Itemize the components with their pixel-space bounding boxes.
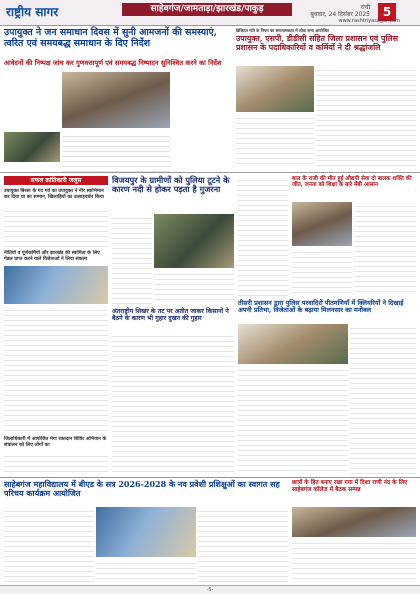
lead-photo <box>62 72 170 128</box>
date-line <box>300 4 370 18</box>
bottom-headline: साहेबगंज महाविद्यालय में बीएड के सत्र 2026-2028 के नव प्रवेशी प्रशिक्षुओं का स्वागत सह परिचय कार्यक्रम आयोजित <box>4 479 280 499</box>
lead-subhead: आवेदनों की निष्पक्ष जांच कर गुणवत्तापूर्ण एवं समयबद्ध निष्पादन सुनिश्चित करने का निर्देश <box>4 59 222 67</box>
right-mid-body4 <box>350 324 416 474</box>
center-body-col1 <box>112 214 152 304</box>
center-headline-2: अंतराष्ट्रीय शिखर के तट पर अतीत जाकर किसानों ने बैठने के कारण भी गुहार दुखन की गुहार <box>112 308 229 323</box>
college-photo <box>96 507 196 557</box>
right-top-photo <box>236 66 314 112</box>
left-box-heading: सफल क्रांतिकारी जलूस <box>4 176 108 185</box>
award-photo <box>238 324 348 364</box>
right-mid-body5 <box>238 366 348 474</box>
section-banner: साहेबगंज/जामताड़ा/झारखंड/पाकुड़ <box>122 3 292 16</box>
right-top-kicker: डिजिटल गति के नियम का समागत्मकता में लोक सभा आयोजित <box>236 28 329 33</box>
right-mid-body3 <box>292 248 352 296</box>
bottom-right-photo <box>292 507 416 537</box>
river-photo <box>154 214 234 268</box>
right-top-body2 <box>236 114 314 166</box>
lead-body-col1 <box>4 72 60 130</box>
lead-body-col2 <box>62 132 170 172</box>
right-mid-photo <box>292 202 352 246</box>
athletes-photo <box>4 266 108 304</box>
right-mid-body2 <box>354 202 416 296</box>
right-top-headline: उपायुक्त, एसपी, डीडीसी सहित जिला प्रशासन एवं पुलिस प्रशासन के पदाधिकारियों व कर्मियों ने दी श्रद्धांजलि <box>236 34 398 52</box>
city-label: रांची <box>360 4 370 11</box>
right-mid-headline: बाल के राजी की मौत हुई औद्ययी सेवा दो बालक शक्ति की जीत, जनता को शिक्षा के बारे मेंबी आसान <box>292 176 412 189</box>
left-box-body2 <box>4 306 108 434</box>
bottom-right-headline: छात्रों के हित बनाए रखा गया में दिशा राणी नंद के लिए साहेबगंज कॉलेज में बैठक सम्पन्न <box>292 480 408 493</box>
center-body-col2 <box>154 270 234 304</box>
left-box-body3 <box>4 452 108 474</box>
lead-headline: उपायुक्त ने जन समाधान दिवस में सुनी आमजनों की समस्याएं, त्वरित एवं समयबद्ध समाधान के दिए निर्देश <box>4 27 218 49</box>
right-mid-headline-2: तीसरी प्रशासन द्वारा पुलिस परवादिरों पीतमणियाँ में क्लियरियों ने दिखाई अपनी प्रतिभा, विजेताओं के बढ़ाया मिलनसार का मनोबल <box>238 299 404 315</box>
newspaper-brand: राष्ट्रीय सागर <box>6 5 59 19</box>
divider-2 <box>0 477 420 478</box>
date-text: बुधवार, 24 दिसंबर 2025 <box>310 11 370 18</box>
left-box-body1 <box>4 207 108 247</box>
website-url: www.rashtriyasagar.com <box>338 18 400 24</box>
left-box-item3: जिलाधिकारी में आयोजित मेगा रक्तदान शिविर अभियान के संचालन को लिए लोगों का <box>4 436 107 448</box>
center-headline: विजयपुर के ग्रामीणों को पुलिया टूटने के कारण नदी से होकर पड़ता है गुजरना <box>112 175 230 195</box>
bottom-body2 <box>96 559 196 583</box>
left-box-item2: नीतियों व पूर्णकर्मियों और झारखंड की स्वामित्व के लिए मेडल प्राप्त करने वाले विजेताओं ने लिया संकल्प <box>4 250 100 262</box>
center-body-2 <box>112 332 234 474</box>
bottom-body1 <box>4 507 94 583</box>
page-footer: -5- <box>0 585 420 594</box>
lead-photo-small <box>4 132 60 162</box>
bottom-right-body <box>292 539 416 583</box>
right-top-body <box>316 66 416 166</box>
divider-1 <box>0 172 420 173</box>
right-mid-body1 <box>238 176 288 296</box>
page-number: 5 <box>378 3 396 21</box>
lead-body-col3 <box>172 72 232 172</box>
left-box-item1: उपायुक्त बिरसा के गद गर्व का उपायुक्त ने नीर स्वाभिमान कर दिया था का सम्मान, खिलाड़ियों का उत्साहवर्धन किया <box>4 188 104 200</box>
bottom-body3 <box>198 507 288 583</box>
